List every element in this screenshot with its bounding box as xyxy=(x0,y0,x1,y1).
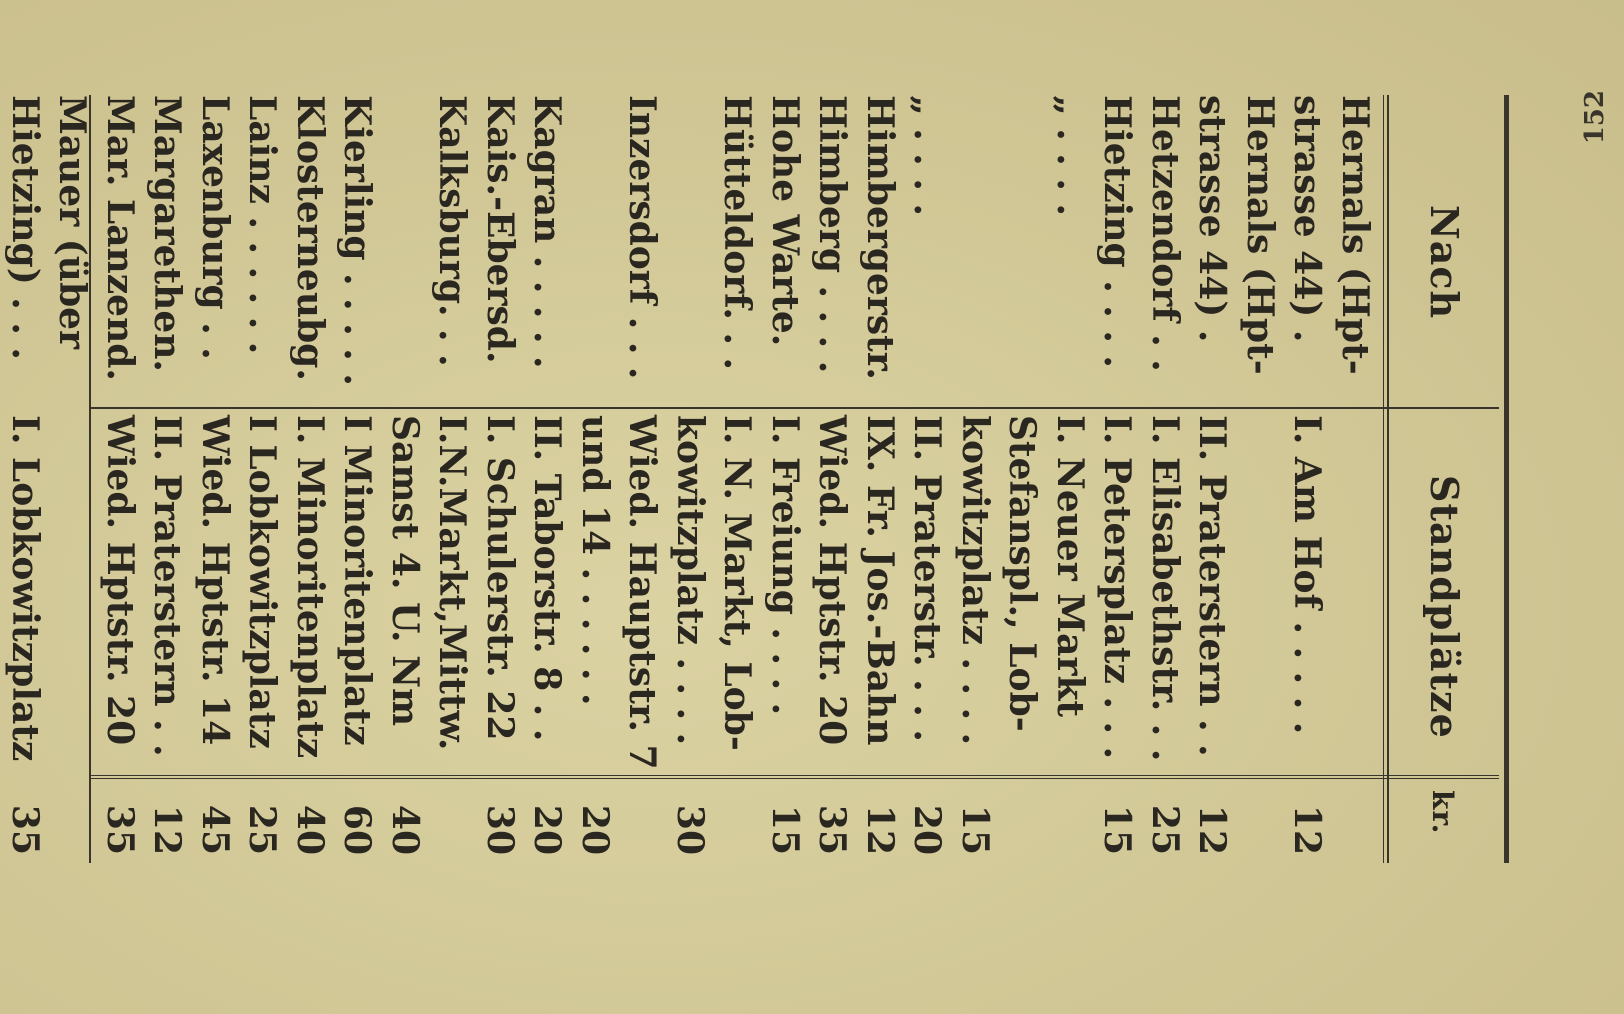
fare-cell: 60 xyxy=(336,804,379,855)
stand-cell: II. Taborstr. 8 . . xyxy=(526,415,569,742)
stand-cell: I. Schulerstr. 22 xyxy=(479,415,521,741)
stand-cell: und 14 . . . . . . xyxy=(574,415,616,706)
fare-cell: 12 xyxy=(1191,804,1234,855)
stand-cell: Stefanspl., Lob- xyxy=(1001,415,1044,732)
destination-cell: Kagran . . . . . xyxy=(526,95,569,369)
stand-cell: Wied. Hptstr. 20 xyxy=(811,415,854,746)
destination-cell: Lainz . . . . . . xyxy=(241,95,284,355)
destination-cell: Inzersdorf . . . xyxy=(621,95,664,380)
fare-cell: 45 xyxy=(194,804,236,855)
stand-cell: I Minoritenplatz xyxy=(336,415,379,746)
fare-cell: 20 xyxy=(574,804,616,855)
fare-cell: 12 xyxy=(859,804,901,855)
fare-cell: 25 xyxy=(1144,804,1186,855)
header-nach: Nach xyxy=(1422,205,1467,320)
fare-cell: 12 xyxy=(146,804,189,855)
destination-cell: „ . . . . xyxy=(1049,95,1091,216)
fare-cell: 40 xyxy=(384,804,426,855)
stand-cell: kowitzplatz . . . . xyxy=(954,415,996,746)
fare-cell: 35 xyxy=(811,804,854,855)
destination-cell: Mar. Lanzend. xyxy=(99,95,141,381)
fare-cell: 30 xyxy=(669,804,711,855)
header-rule xyxy=(1383,95,1389,863)
destination-cell: Hohe Warte. xyxy=(764,95,806,347)
destination-cell: Himbergerstr. xyxy=(859,95,901,380)
destination-cell: Margarethen. xyxy=(146,95,189,372)
destination-cell: Hetzendorf . . xyxy=(1144,95,1186,372)
stand-cell: II. Praterstr. . . . xyxy=(906,415,949,742)
fare-cell: 15 xyxy=(1096,804,1139,855)
stand-cell: Wied. Hptstr. 20 xyxy=(99,415,141,746)
stand-cell: kowitzplatz . . . . xyxy=(669,415,711,746)
fare-cell: 15 xyxy=(764,804,806,855)
header-standplaetze: Standplätze xyxy=(1422,475,1467,739)
fare-cell: 20 xyxy=(906,804,949,855)
destination-cell: Kalksburg. . . xyxy=(431,95,474,367)
fare-cell: 15 xyxy=(954,804,996,855)
column-divider-kr xyxy=(89,775,1499,779)
destination-cell: Hütteldorf. . . xyxy=(716,95,759,371)
stand-cell: II. Praterstern . . xyxy=(146,415,189,757)
stand-cell: I.N.Markt,Mittw. xyxy=(431,415,474,751)
destination-cell: Hernals (Hpt- xyxy=(1239,95,1281,375)
stand-cell: I. Elisabethstr. . . xyxy=(1144,415,1186,762)
stand-cell: I Lobkowitzplatz xyxy=(241,415,284,749)
page-number: 152 xyxy=(1580,90,1610,145)
stand-cell: I. Lobkowitzplatz xyxy=(4,415,46,762)
destination-cell: Hernals (Hpt- xyxy=(1334,95,1376,375)
stand-cell: Wied. Hptstr. 14 xyxy=(194,415,236,746)
stand-cell: I. Freiung . . . . xyxy=(764,415,806,716)
destination-cell: Hietzing . . . . xyxy=(1096,95,1139,368)
fare-cell: 35 xyxy=(4,804,46,855)
top-rule xyxy=(1504,95,1509,863)
destination-cell: „ . . . . xyxy=(906,95,949,216)
stand-cell: I. Minoritenplatz xyxy=(289,415,331,759)
fare-cell: 30 xyxy=(479,804,521,855)
stand-cell: IX. Fr. Jos.-Bahn xyxy=(859,415,901,746)
fare-table xyxy=(4,95,1509,863)
stand-cell: Wied. Hauptstr. 7 xyxy=(621,415,664,770)
destination-cell: Laxenburg . . xyxy=(194,95,236,360)
column-divider-nach xyxy=(89,407,1499,409)
destination-cell: Mauer (über xyxy=(51,95,94,350)
destination-cell: Hietzing) . . . xyxy=(4,95,46,360)
stand-cell: Samst 4. U. Nm xyxy=(384,415,426,727)
destination-cell: strasse 44) . xyxy=(1286,95,1329,343)
fare-cell: 40 xyxy=(289,804,331,855)
stand-cell: I. Petersplatz . . . xyxy=(1096,415,1139,760)
destination-cell: Kierling . . . . . xyxy=(336,95,379,386)
fare-cell: 12 xyxy=(1286,804,1329,855)
fare-cell: 20 xyxy=(526,804,569,855)
destination-cell: Himberg . . . . xyxy=(811,95,854,374)
stand-cell: I. Neuer Markt xyxy=(1049,415,1091,718)
destination-cell: strasse 44) . xyxy=(1191,95,1234,343)
destination-cell: Klosterneubg. xyxy=(289,95,331,381)
destination-cell: Kais.-Ebersd. xyxy=(479,95,521,364)
header-kr: kr. xyxy=(1426,790,1459,835)
fare-cell: 25 xyxy=(241,804,284,855)
fare-cell: 35 xyxy=(99,804,141,855)
stand-cell: I. N. Markt, Lob- xyxy=(716,415,759,751)
stand-cell: I. Am Hof . . . . . xyxy=(1286,415,1329,735)
stand-cell: II. Praterstern . . xyxy=(1191,415,1234,757)
